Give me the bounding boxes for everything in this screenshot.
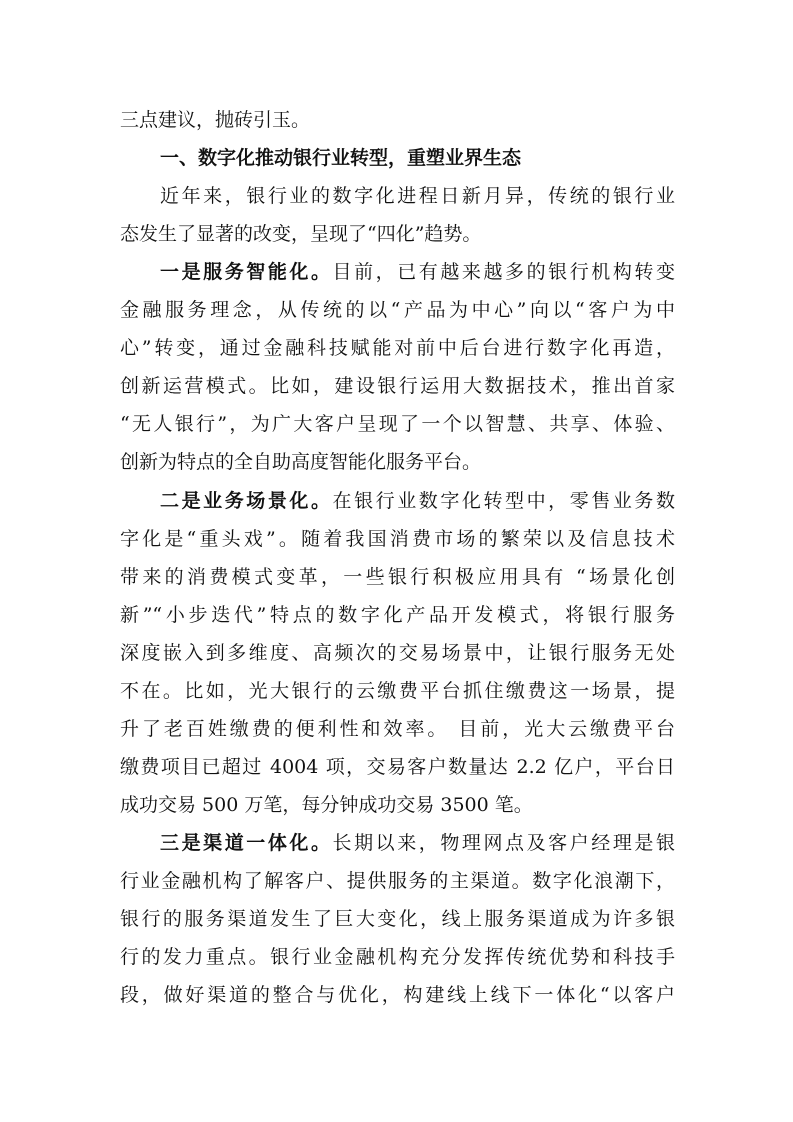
para2-line-5: “无人银行”，为广大客户呈现了一个以智慧、共享、体验、 [120,413,675,435]
para3-line-6: 不在。比如，光大银行的云缴费平台抓住缴费这一场景，提 [120,680,675,702]
para4-line-5: 段，做好渠道的整合与优化，构建线上线下一体化“以客户 [120,984,675,1006]
para3-line-2: 字化是“重头戏”。随着我国消费市场的繁荣以及信息技术 [120,528,675,550]
section-heading: 一、数字化推动银行业转型，重塑业界生态 [160,147,522,169]
para4-line-2: 行业金融机构了解客户、提供服务的主渠道。数字化浪潮下， [120,870,675,892]
para4-line-1 [160,832,675,854]
para2-line-4: 创新运营模式。比如，建设银行运用大数据技术，推出首家 [120,375,675,397]
para4-line-4: 行的发力重点。银行业金融机构充分发挥传统优势和科技手 [120,946,675,968]
para4-line-3: 银行的服务渠道发生了巨大变化，线上服务渠道成为许多银 [120,908,675,930]
para3-line-3: 带来的消费模式变革，一些银行积极应用具有 “场景化创 [120,566,675,588]
para2-line-6: 创新为特点的全自助高度智能化服务平台。 [120,451,482,473]
para3-line-7: 升了老百姓缴费的便利性和效率。 目前，光大云缴费平台 [120,718,675,740]
para2-lead: 一是服务智能化。 [160,261,333,283]
para3-line-9: 成功交易 500 万笔，每分钟成功交易 3500 笔。 [120,794,533,816]
para3-line-4: 新”“小步迭代”特点的数字化产品开发模式，将银行服务 [120,604,675,626]
para2-first-rest: 目前，已有越来越多的银行机构转变 [332,261,675,283]
para1-line-2: 态发生了显著的改变，呈现了“四化”趋势。 [120,223,482,245]
para2-line-3: 心”转变，通过金融科技赋能对前中后台进行数字化再造， [120,337,675,359]
para4-first-rest: 长期以来，物理网点及客户经理是银 [332,832,675,854]
para3-line-5: 深度嵌入到多维度、高频次的交易场景中，让银行服务无处 [120,642,675,664]
para3-line-8: 缴费项目已超过 4004 项，交易客户数量达 2.2 亿户，平台日 [120,756,675,778]
para3-line-1 [160,490,675,512]
para2-line-2: 金融服务理念，从传统的以“产品为中心”向以“客户为中 [120,299,675,321]
opening-line: 三点建议，抛砖引玉。 [120,109,311,131]
para2-line-1 [160,261,675,283]
para4-lead: 三是渠道一体化。 [160,832,333,854]
para1-line-1: 近年来，银行业的数字化进程日新月异，传统的银行业 [160,185,675,207]
para3-lead: 二是业务场景化。 [160,490,333,512]
para3-first-rest: 在银行业数字化转型中，零售业务数 [332,490,675,512]
